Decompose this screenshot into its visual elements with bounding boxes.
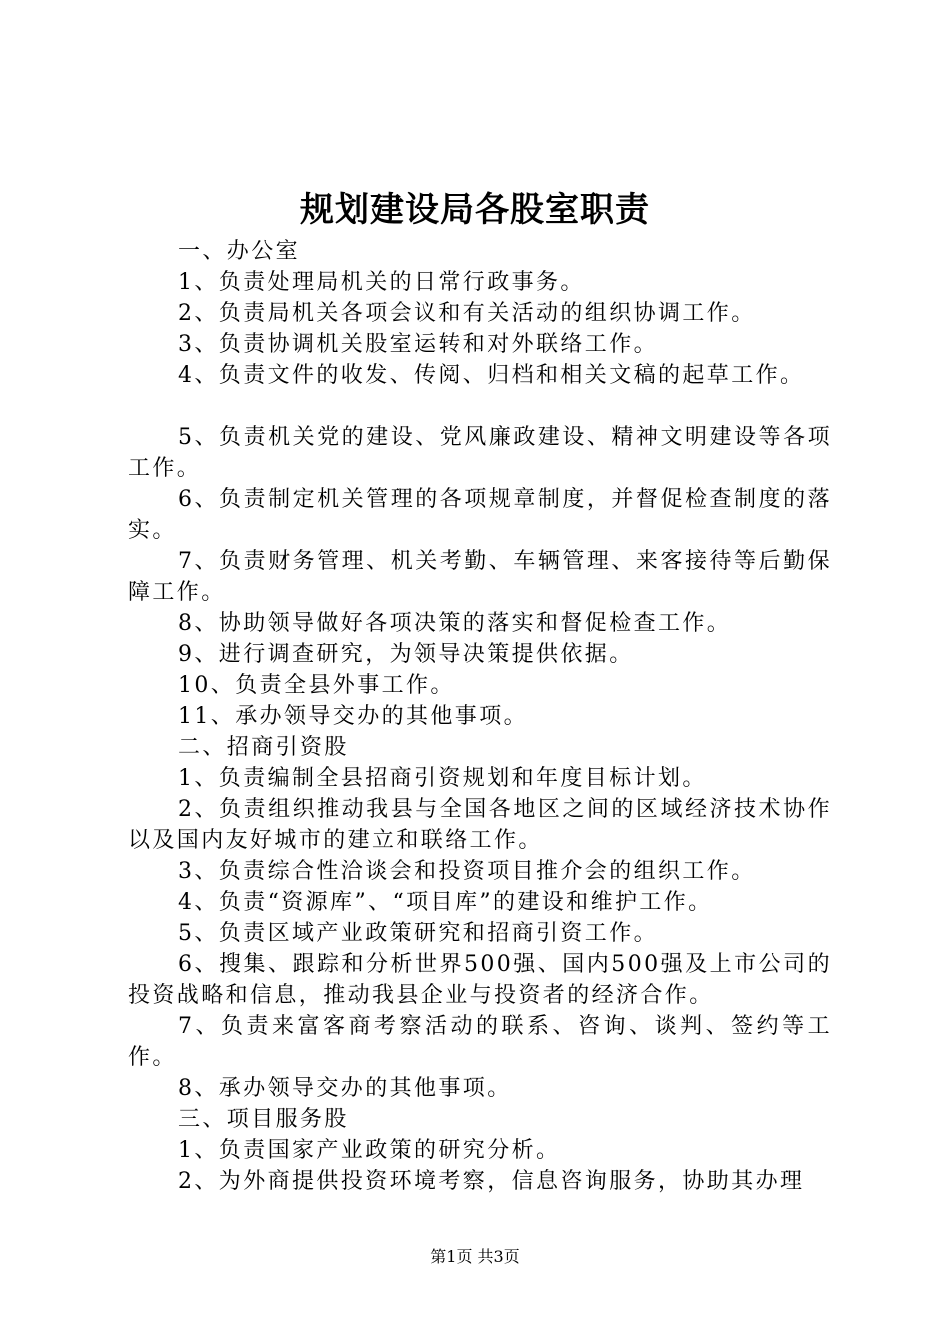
section-heading-office: 一、办公室 bbox=[178, 239, 301, 264]
paragraph: 5、负责机关党的建设、党风廉政建设、精神文明建设等各项工作。 bbox=[128, 425, 832, 481]
paragraph: 8、协助领导做好各项决策的落实和督促检查工作。 bbox=[178, 611, 732, 636]
paragraph: 7、负责来富客商考察活动的联系、咨询、谈判、签约等工作。 bbox=[128, 1014, 832, 1070]
paragraph: 1、负责处理局机关的日常行政事务。 bbox=[178, 270, 585, 295]
section-heading-investment: 二、招商引资股 bbox=[178, 735, 349, 760]
paragraph: 2、负责组织推动我县与全国各地区之间的区域经济技术协作以及国内友好城市的建立和联络工作。 bbox=[128, 797, 832, 853]
page-number-footer: 第1页 共3页 bbox=[430, 1247, 520, 1266]
paragraph: 2、负责局机关各项会议和有关活动的组织协调工作。 bbox=[178, 301, 756, 326]
blank-line bbox=[128, 391, 832, 422]
document-body bbox=[128, 236, 832, 1197]
paragraph: 6、搜集、跟踪和分析世界500强、国内500强及上市公司的投资战略和信息，推动我县企业与投资者的经济合作。 bbox=[128, 952, 832, 1008]
paragraph: 9、进行调查研究，为领导决策提供依据。 bbox=[178, 642, 634, 667]
paragraph: 4、负责“资源库”、“项目库”的建设和维护工作。 bbox=[178, 890, 713, 915]
paragraph: 5、负责区域产业政策研究和招商引资工作。 bbox=[178, 921, 658, 946]
paragraph: 3、负责协调机关股室运转和对外联络工作。 bbox=[178, 332, 658, 357]
section-heading-project-service: 三、项目服务股 bbox=[178, 1107, 349, 1132]
paragraph: 2、为外商提供投资环境考察，信息咨询服务，协助其办理 bbox=[178, 1169, 805, 1194]
paragraph: 6、负责制定机关管理的各项规章制度，并督促检查制度的落实。 bbox=[128, 487, 832, 543]
paragraph: 7、负责财务管理、机关考勤、车辆管理、来客接待等后勤保障工作。 bbox=[128, 549, 832, 605]
paragraph: 4、负责文件的收发、传阅、归档和相关文稿的起草工作。 bbox=[178, 363, 805, 388]
paragraph: 8、承办领导交办的其他事项。 bbox=[178, 1076, 512, 1101]
paragraph: 1、负责编制全县招商引资规划和年度目标计划。 bbox=[178, 766, 707, 791]
document-title: 规划建设局各股室职责 bbox=[300, 190, 650, 230]
paragraph: 3、负责综合性洽谈会和投资项目推介会的组织工作。 bbox=[178, 859, 756, 884]
paragraph: 11、承办领导交办的其他事项。 bbox=[178, 704, 528, 729]
paragraph: 10、负责全县外事工作。 bbox=[178, 673, 455, 698]
paragraph: 1、负责国家产业政策的研究分析。 bbox=[178, 1138, 561, 1163]
